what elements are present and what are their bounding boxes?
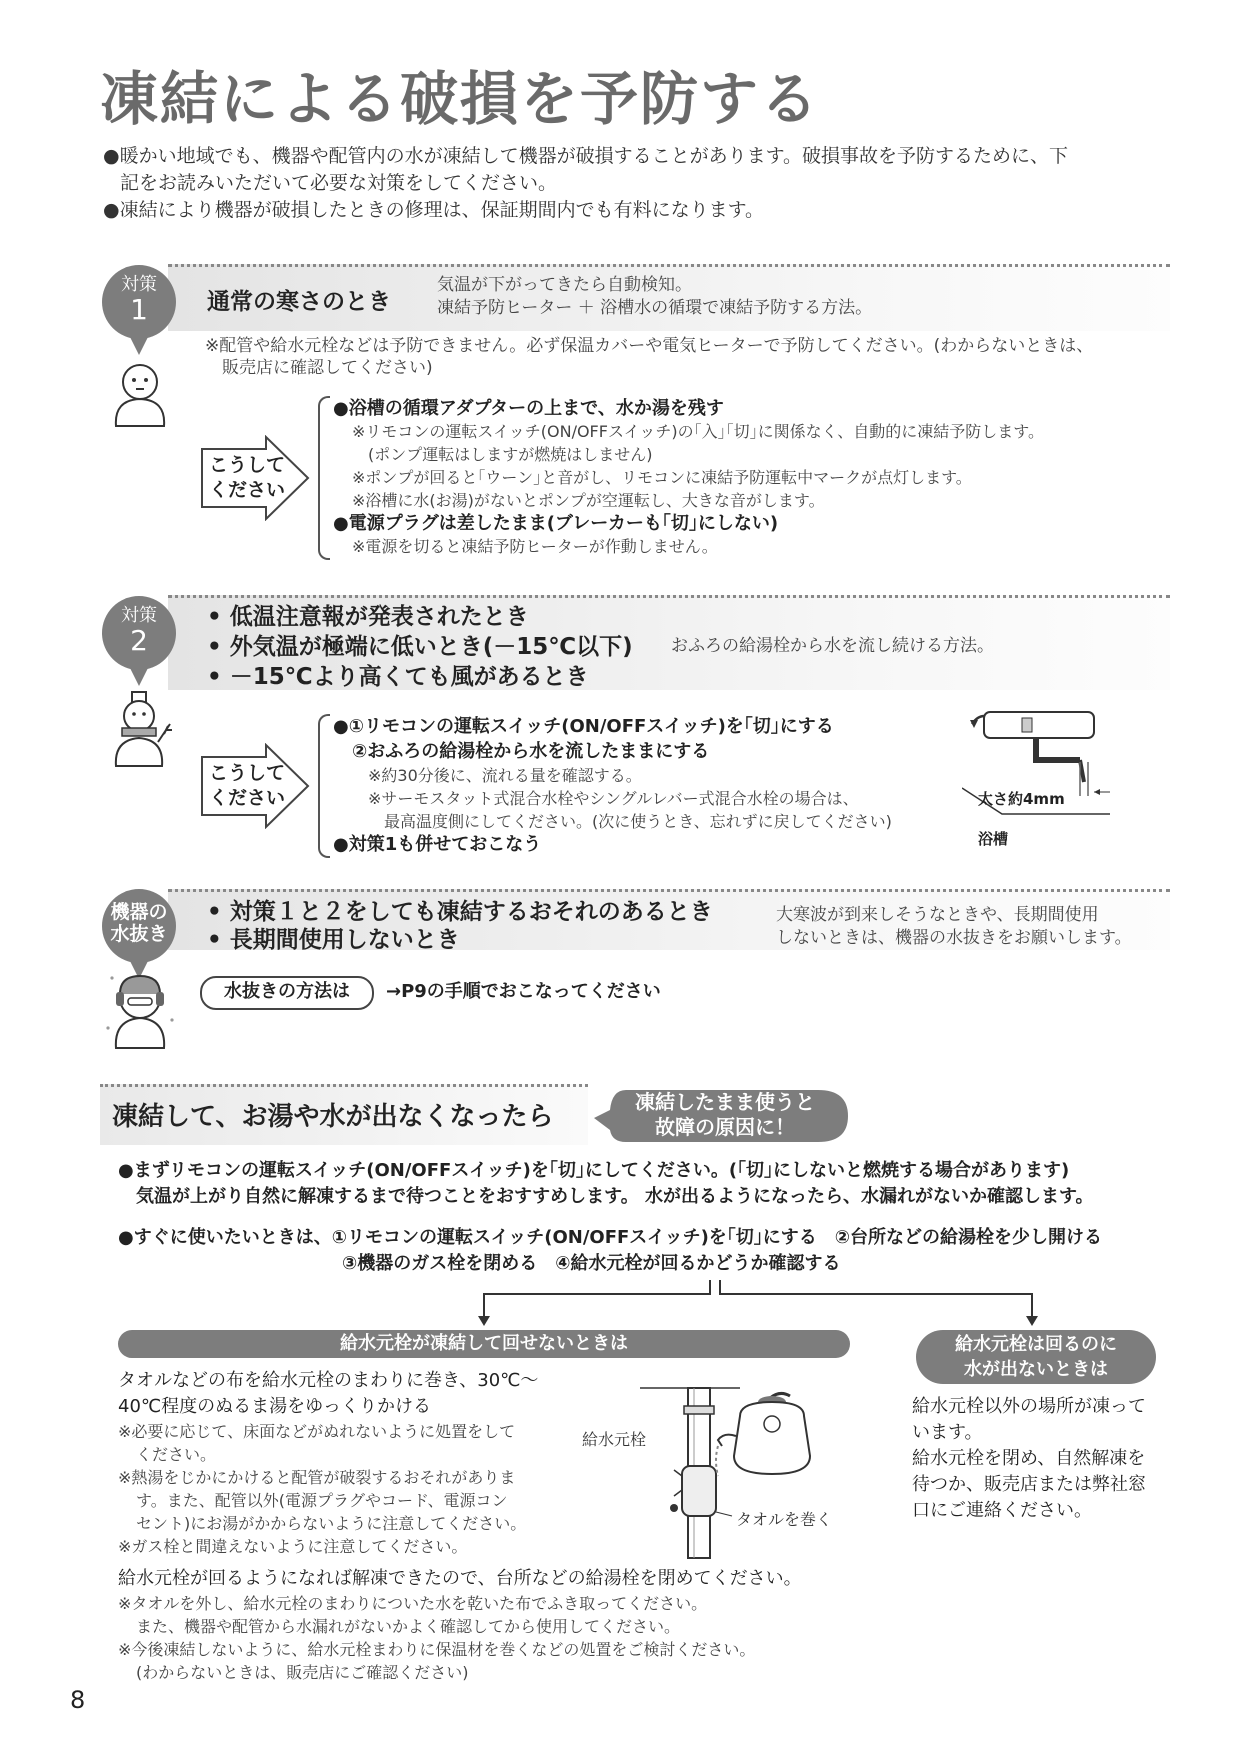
snowman-icon [110,360,170,430]
measure1-badge [102,265,176,339]
frozen-p1-line-1: ●まずリモコンの運転スイッチ(ON/OFFスイッチ)を｢切｣にしてください。(｢切｣にしないと燃焼する場合があります) [118,1160,1070,1181]
measure2-bracket [318,714,330,858]
left-branch-note-6: ※ガス栓と間違えないように注意してください。 [118,1537,468,1556]
measure1-badge-label: 対策 [121,274,157,295]
measure2-arrow-text-1: こうして [209,762,286,784]
measure1-desc-1: 気温が下がってきたら自動検知。 [437,275,692,295]
measure1-heading: 通常の寒さのとき [207,289,391,315]
after-line-3: また、機器や配管から水漏れがないかよく確認してから使用してください。 [136,1617,681,1636]
drain-badge [102,889,176,963]
after-line-1: 給水元栓が回るようになれば解凍できたので、台所などの給湯栓を閉めてください。 [118,1568,802,1589]
right-branch-pill-line-2: 水が出ないときは [964,1359,1108,1380]
right-branch-line-4: 待つか、販売店または弊社窓 [912,1474,1146,1495]
measure2-note-3: 最高温度側にしてください。(次に使うとき、忘れずに戻してください) [384,812,892,831]
snowman-scarf-icon [108,690,174,770]
after-line-5: (わからないときは、販売店にご確認ください) [136,1663,469,1682]
measure2-item-2: ②おふろの給湯栓から水を流したままにする [352,741,710,762]
measure2-arrow-text-2: ください [209,787,286,809]
measure1-badge-num: 1 [130,293,148,326]
towel-label: タオルを巻く [736,1510,833,1529]
left-branch-line-2: 40℃程度のぬるま湯をゆっくりかける [118,1396,431,1417]
left-branch-pill: 給水元栓が凍結して回せないときは [118,1330,850,1358]
left-branch-note-4: す。また、配管以外(電源プラグやコード、電源コン [136,1491,508,1510]
right-branch-line-2: います。 [912,1422,983,1443]
measure1-arrow-text-1: こうして [209,454,286,476]
measure1-desc-2: 凍結予防ヒーター ＋ 浴槽水の循環で凍結予防する方法。 [437,298,873,318]
right-branch-line-5: 口にご連絡ください。 [912,1500,1092,1521]
measure1-note-2: (ポンプ運転はしますが燃焼はしません) [368,445,653,464]
intro-line-3: ●凍結により機器が破損したときの修理は、保証期間内でも有料になります。 [103,199,765,221]
page-number: 8 [70,1686,86,1714]
measure1-note-1: ※リモコンの運転スイッチ(ON/OFFスイッチ)の｢入｣｢切｣に関係なく、自動的に凍結予防します。 [352,422,1044,441]
measure1-bracket [318,396,330,560]
drain-bullet-1: • 対策１と２をしても凍結するおそれのあるとき [207,899,713,925]
measure1-item-1: ●浴槽の循環アダプターの上まで、水か湯を残す [333,398,724,419]
frozen-bubble-line-1: 凍結したまま使うと [635,1090,815,1114]
branch-arrows [470,1276,1050,1328]
measure2-note-1: ※約30分後に、流れる量を確認する。 [368,766,642,785]
drain-method-text[interactable]: →P9の手順でおこなってください [386,981,661,1002]
frozen-heading: 凍結して、お湯や水が出なくなったら [112,1102,554,1132]
measure2-item-1: ●①リモコンの運転スイッチ(ON/OFFスイッチ)を｢切｣にする [333,716,834,737]
intro-line-1: ●暖かい地域でも、機器や配管内の水が凍結して機器が破損することがあります。破損事故を予防するために、下 [103,145,1069,167]
faucet-thickness-label: 太さ約4mm [978,790,1065,808]
measure2-badge-label: 対策 [121,605,157,626]
intro-line-2: 記をお読みいただいて必要な対策をしてください。 [120,172,558,194]
drain-badge-line-1: 機器の [110,901,168,923]
faucet-bathtub-label: 浴槽 [978,830,1009,848]
after-line-4: ※今後凍結しないように、給水元栓まわりに保温材を巻くなどの処置をご検討ください。 [118,1640,756,1659]
after-line-2: ※タオルを外し、給水元栓のまわりについた水を乾いた布でふき取ってください。 [118,1594,708,1613]
frozen-bubble-line-2: 故障の原因に！ [655,1115,795,1139]
drain-method-label: 水抜きの方法は [224,981,350,1002]
measure2-desc: おふろの給湯栓から水を流し続ける方法。 [671,636,994,656]
left-branch-note-3: ※熱湯をじかにかけると配管が破裂するおそれがありま [118,1468,516,1487]
page-title: 凍結による破損を予防する [100,65,821,133]
snowman-earmuff-icon [104,968,176,1052]
measure2-bullet-1: • 低温注意報が発表されたとき [207,604,529,630]
frozen-bubble-text [612,1090,838,1140]
measure1-caution-1: ※配管や給水元栓などは予防できません。必ず保温カバーや電気ヒーターで予防してください。(わからないときは、 [205,336,1094,356]
drain-desc-1: 大寒波が到来しそうなときや、長期間使用 [776,905,1099,925]
valve-kettle-illustration [640,1366,840,1562]
drain-bullet-2: • 長期間使用しないとき [207,927,460,953]
measure1-arrow-text-2: ください [209,479,286,501]
measure1-caution-2: 販売店に確認してください) [222,358,433,378]
right-branch-line-3: 給水元栓を閉め、自然解凍を [912,1448,1146,1469]
left-branch-note-5: セント)にお湯がかからないように注意してください。 [136,1514,527,1533]
measure2-bullet-2: • 外気温が極端に低いとき(－15℃以下) [207,634,633,660]
measure2-note-2: ※サーモスタット式混合水栓やシングルレバー式混合水栓の場合は、 [368,789,859,808]
drain-badge-line-2: 水抜き [110,923,168,945]
right-branch-pill [916,1330,1156,1384]
measure2-badge-num: 2 [130,624,148,657]
left-branch-note-2: ください。 [136,1445,217,1464]
left-branch-line-1: タオルなどの布を給水元栓のまわりに巻き、30℃～ [118,1370,539,1391]
measure2-badge [102,596,176,670]
measure1-item-2: ●電源プラグは差したまま(ブレーカーも｢切｣にしない) [333,513,779,534]
left-branch-note-1: ※必要に応じて、床面などがぬれないように処置をして [118,1422,516,1441]
measure1-note-3: ※ポンプが回ると｢ウーン｣と音がし、リモコンに凍結予防運転中マークが点灯します。 [352,468,972,487]
right-branch-line-1: 給水元栓以外の場所が凍って [912,1396,1146,1417]
valve-label: 給水元栓 [582,1430,647,1449]
measure1-note-4: ※浴槽に水(お湯)がないとポンプが空運転し、大きな音がします。 [352,491,825,510]
frozen-p2-line-1: ●すぐに使いたいときは、①リモコンの運転スイッチ(ON/OFFスイッチ)を｢切｣にする ②台所などの給湯栓を少し開ける [118,1227,1103,1248]
frozen-p1-line-2: 気温が上がり自然に解凍するまで待つことをおすすめします。 水が出るようになったら、水漏れがないか確認します。 [136,1186,1094,1207]
right-branch-pill-line-1: 給水元栓は回るのに [955,1334,1117,1355]
measure2-item-3: ●対策1も併せておこなう [333,834,542,855]
measure2-bullet-3: • －15℃より高くても風があるとき [207,664,589,690]
drain-desc-2: しないときは、機器の水抜きをお願いします。 [776,928,1132,948]
measure1-note-5: ※電源を切ると凍結予防ヒーターが作動しません。 [352,537,718,556]
frozen-p2-line-2: ③機器のガス栓を閉める ④給水元栓が回るかどうか確認する [342,1253,841,1274]
